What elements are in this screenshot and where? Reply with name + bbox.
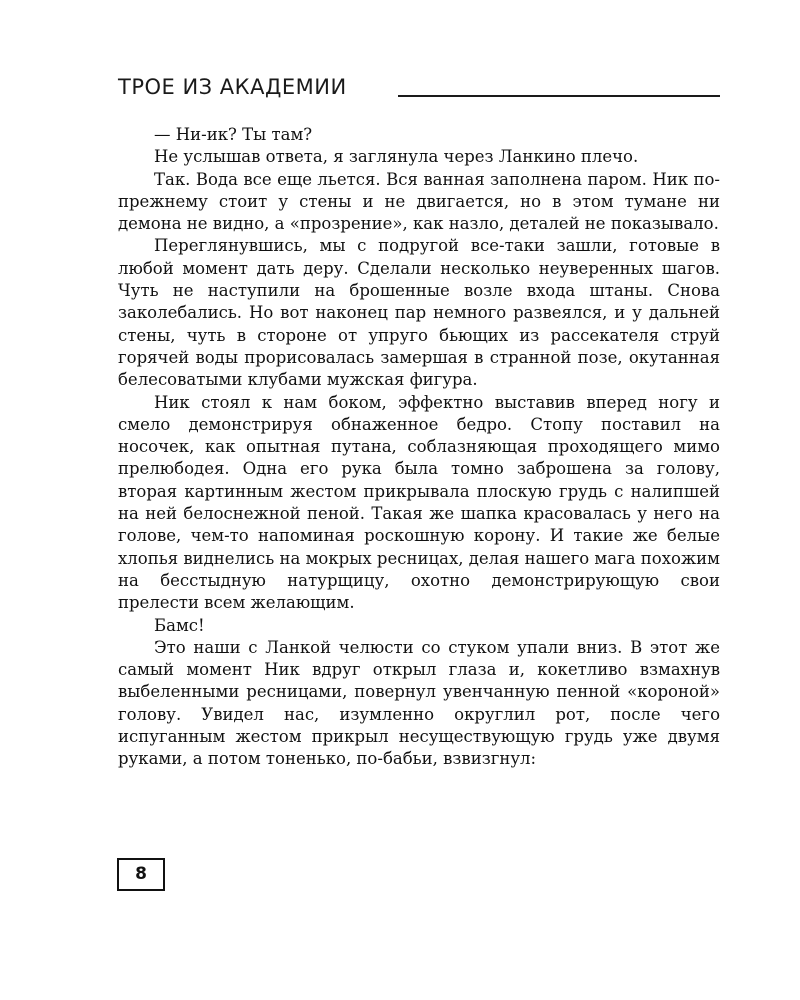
paragraph: Переглянувшись, мы с подругой все-таки зашли, готовые в любой момент дать деру. Сделали несколько неуверенных шагов. Чуть не наступили на брошенные возле входа штаны. Снова заколебались. Но вот наконец пар немного развеялся, и у дальней стены, чуть в стороне от упруго бьющих из рассекателя струй горячей воды прорисовалась замершая в странной позе, окутанная белесоватыми клубами мужская фигура. xyxy=(118,236,720,390)
header-rule xyxy=(398,95,720,97)
paragraph: Бамс! xyxy=(154,615,205,635)
page-number: 8 xyxy=(117,858,165,891)
paragraph: Это наши с Ланкой челюсти со стуком упали вниз. В этот же самый момент Ник вдруг открыл глаза и, кокетливо взмахнув выбеленными ресницами, повернул увенчанную пенной «короной» голову. Увидел нас, изумленно округлил рот, после чего испуганным жестом прикрыл несуществующую грудь уже двумя руками, а потом тоненько, по-бабьи, взвизгнул: xyxy=(118,637,720,769)
running-header xyxy=(118,74,720,100)
paragraph: Ник стоял к нам боком, эффектно выставив вперед ногу и смело демонстрируя обнаженное бедро. Стопу поставил на носочек, как опытная путана, соблазняющая проходящего мимо прелюбодея. Одна его рука была томно заброшена за голову, вторая картинным жестом прикрывала плоскую грудь с налипшей на ней белоснежной пеной. Такая же шапка красовалась у него на голове, чем-то напоминая роскошную корону. И такие же белые хлопья виднелись на мокрых ресницах, делая нашего мага похожим на бесстыдную натурщицу, охотно демонстрирующую свои прелести всем желающим. xyxy=(118,392,720,613)
paragraph: Не услышав ответа, я заглянула через Ланкино плечо. xyxy=(154,147,639,167)
paragraph: Так. Вода все еще льется. Вся ванная заполнена паром. Ник по-прежнему стоит у стены и не двигается, но в этом тумане ни демона не видно, а «прозрение», как назло, деталей не показывало. xyxy=(118,169,720,234)
body-text xyxy=(118,124,720,771)
paragraph: — Ни-ик? Ты там? xyxy=(154,125,313,144)
book-title: ТРОЕ ИЗ АКАДЕМИИ xyxy=(118,75,347,99)
